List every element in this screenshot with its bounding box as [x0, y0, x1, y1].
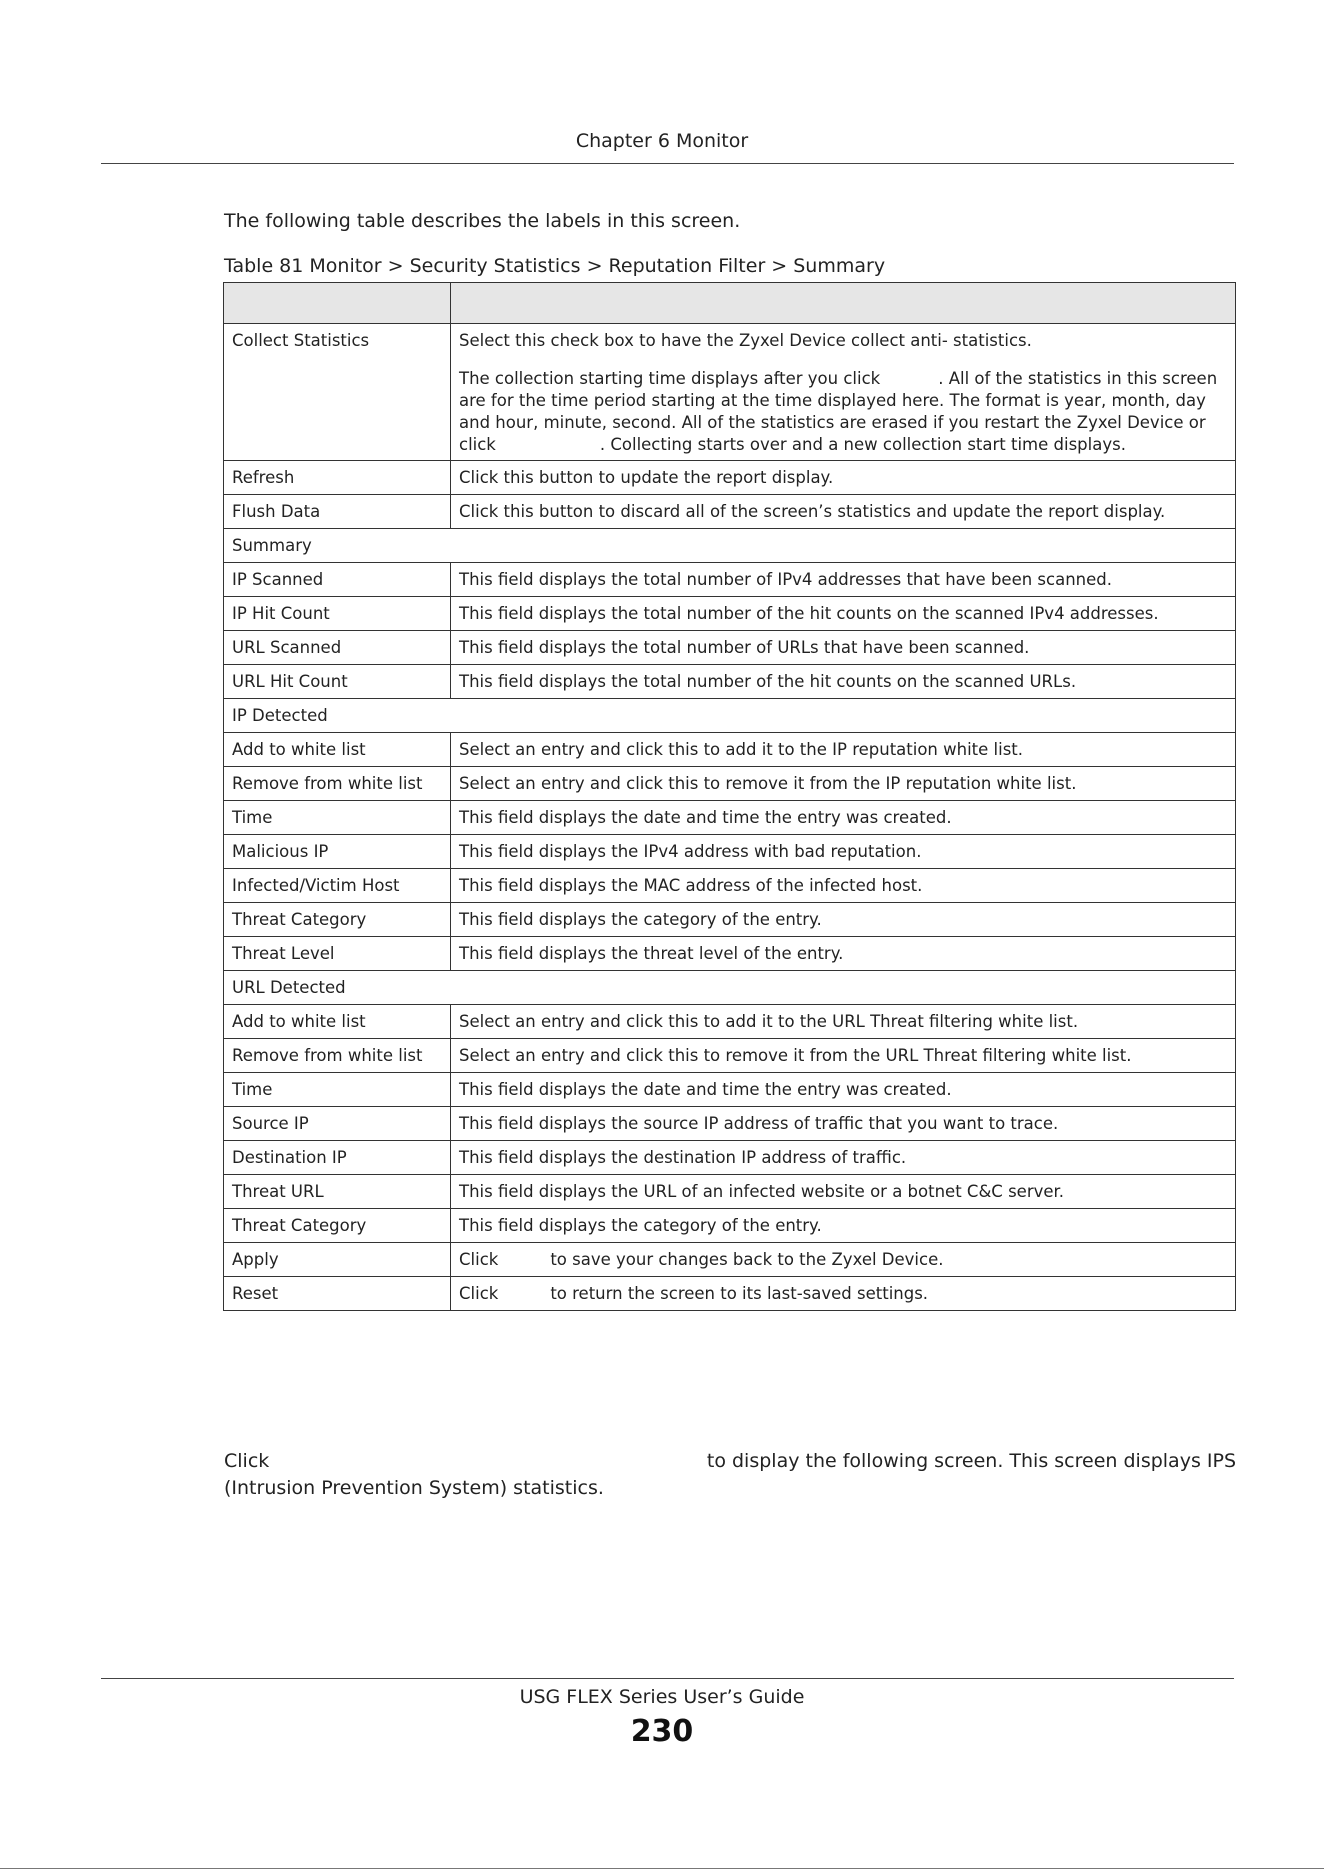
header-divider [101, 163, 1234, 164]
row-label: Refresh [224, 461, 451, 495]
page-number: 230 [630, 1714, 694, 1749]
section-label: Summary [224, 529, 1236, 563]
description-paragraph [459, 368, 1227, 456]
row-description: Click this button to update the report display. [451, 461, 1236, 495]
row-description: This field displays the threat level of the entry. [451, 937, 1236, 971]
row-description [451, 324, 1236, 461]
table-row [224, 937, 1236, 971]
row-label: Flush Data [224, 495, 451, 529]
row-label: Malicious IP [224, 835, 451, 869]
row-label: Infected/Victim Host [224, 869, 451, 903]
row-label: Apply [224, 1243, 451, 1277]
table-section-row [224, 699, 1236, 733]
table-row [224, 1107, 1236, 1141]
row-label: Reset [224, 1277, 451, 1311]
label-description-table [223, 282, 1236, 1311]
row-description: This field displays the total number of IPv4 addresses that have been scanned. [451, 563, 1236, 597]
table-row [224, 631, 1236, 665]
row-description: This field displays the category of the entry. [451, 1209, 1236, 1243]
text-fragment: to return the screen to its last-saved settings. [550, 1283, 929, 1303]
row-label: Remove from white list [224, 1039, 451, 1073]
row-description: This field displays the date and time the entry was created. [451, 1073, 1236, 1107]
row-description: This field displays the total number of URLs that have been scanned. [451, 631, 1236, 665]
row-label: IP Hit Count [224, 597, 451, 631]
table-row-collect-statistics [224, 324, 1236, 461]
description-line: Select this check box to have the Zyxel Device collect anti- statistics. [459, 331, 1032, 350]
paragraph-line-1 [224, 1448, 1236, 1475]
text-fragment: to display the following screen. This screen displays IPS [706, 1450, 1236, 1472]
row-label: Threat URL [224, 1175, 451, 1209]
text-fragment: . Collecting starts over and a new collection start time displays. [599, 435, 1126, 454]
table-row [224, 1209, 1236, 1243]
table-row [224, 767, 1236, 801]
row-label: URL Hit Count [224, 665, 451, 699]
row-label: Threat Level [224, 937, 451, 971]
paragraph-line-2: (Intrusion Prevention System) statistics. [224, 1477, 604, 1499]
table-row [224, 1039, 1236, 1073]
row-label: Source IP [224, 1107, 451, 1141]
row-label: Remove from white list [224, 767, 451, 801]
section-label: IP Detected [224, 699, 1236, 733]
table-row [224, 1243, 1236, 1277]
footer-divider [101, 1678, 1234, 1679]
row-description [451, 1277, 1236, 1311]
table-row [224, 597, 1236, 631]
row-label: Time [224, 1073, 451, 1107]
row-label: Threat Category [224, 903, 451, 937]
row-description: This field displays the IPv4 address with bad reputation. [451, 835, 1236, 869]
row-description: This field displays the MAC address of the infected host. [451, 869, 1236, 903]
table-row [224, 495, 1236, 529]
table-row [224, 1073, 1236, 1107]
header-cell-description [451, 283, 1236, 324]
row-description: Select an entry and click this to remove it from the IP reputation white list. [451, 767, 1236, 801]
bottom-paragraph [224, 1448, 1236, 1502]
row-label: IP Scanned [224, 563, 451, 597]
row-description: This field displays the URL of an infected website or a botnet C&C server. [451, 1175, 1236, 1209]
table-header-row [224, 283, 1236, 324]
row-label: Collect Statistics [224, 324, 451, 461]
table-row [224, 903, 1236, 937]
row-description: This field displays the date and time the entry was created. [451, 801, 1236, 835]
row-label: Time [224, 801, 451, 835]
guide-title: USG FLEX Series User’s Guide [519, 1686, 805, 1708]
text-fragment: Click [459, 1283, 499, 1303]
row-label: Add to white list [224, 1005, 451, 1039]
row-description: This field displays the total number of the hit counts on the scanned IPv4 addresses. [451, 597, 1236, 631]
row-description: Select an entry and click this to remove it from the URL Threat filtering white list. [451, 1039, 1236, 1073]
row-description: Select an entry and click this to add it to the IP reputation white list. [451, 733, 1236, 767]
row-description: This field displays the category of the entry. [451, 903, 1236, 937]
table-row [224, 461, 1236, 495]
row-description [451, 1243, 1236, 1277]
table-row [224, 1141, 1236, 1175]
text-fragment: to save your changes back to the Zyxel Device. [550, 1249, 944, 1269]
table-section-row [224, 971, 1236, 1005]
table-row [224, 665, 1236, 699]
text-fragment: . All of the statistics in this screen are for the time period starting at the time displayed here. The format is year, month, day and hour, minute, second. All of the statistics are erased if you restart the Zyxel Device or click [459, 369, 1218, 454]
row-label: Add to white list [224, 733, 451, 767]
table-row [224, 1277, 1236, 1311]
text-fragment: The collection starting time displays after you click [459, 369, 881, 388]
table-row [224, 1175, 1236, 1209]
table-row [224, 801, 1236, 835]
row-label: Threat Category [224, 1209, 451, 1243]
table-row [224, 835, 1236, 869]
table-row [224, 563, 1236, 597]
header-cell-label [224, 283, 451, 324]
table-row [224, 733, 1236, 767]
row-description: This field displays the destination IP address of traffic. [451, 1141, 1236, 1175]
table-section-row [224, 529, 1236, 563]
text-fragment: Click [224, 1450, 270, 1472]
section-label: URL Detected [224, 971, 1236, 1005]
table-row [224, 869, 1236, 903]
row-label: URL Scanned [224, 631, 451, 665]
chapter-header: Chapter 6 Monitor [575, 130, 749, 152]
row-description: This field displays the total number of the hit counts on the scanned URLs. [451, 665, 1236, 699]
row-description: This field displays the source IP address of traffic that you want to trace. [451, 1107, 1236, 1141]
table-caption: Table 81 Monitor > Security Statistics > Reputation Filter > Summary [224, 255, 886, 277]
text-fragment: Click [459, 1249, 499, 1269]
row-label: Destination IP [224, 1141, 451, 1175]
table-row [224, 1005, 1236, 1039]
page-bottom-edge [0, 1868, 1324, 1869]
row-description: Select an entry and click this to add it to the URL Threat filtering white list. [451, 1005, 1236, 1039]
row-description: Click this button to discard all of the screen’s statistics and update the report display. [451, 495, 1236, 529]
intro-text: The following table describes the labels in this screen. [224, 210, 741, 232]
